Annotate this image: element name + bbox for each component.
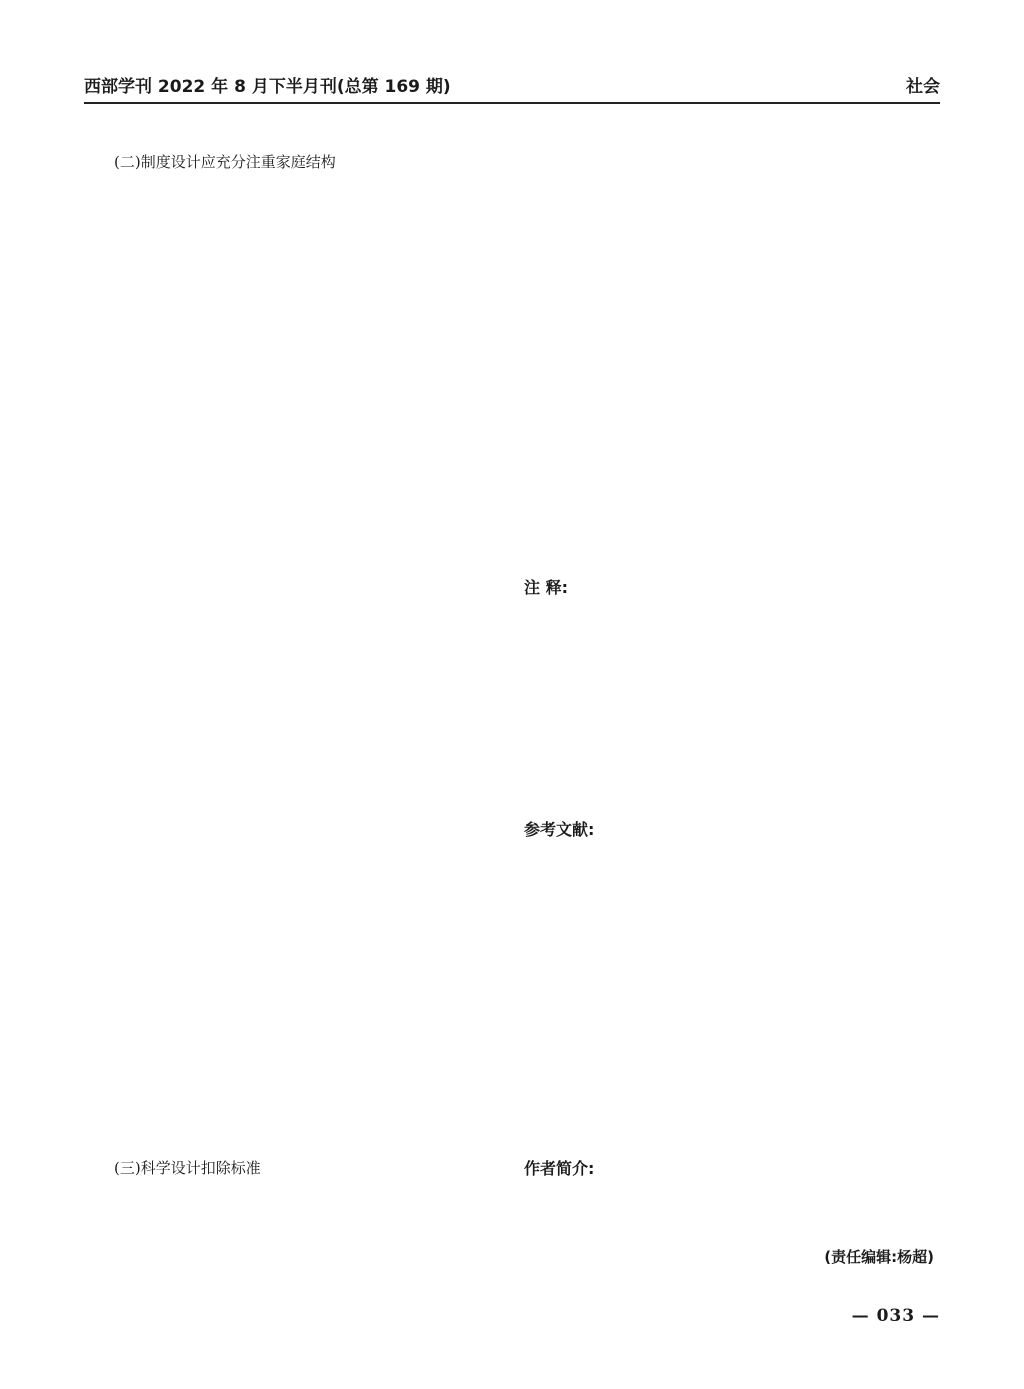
journal-title: 西部学刊 2022 年 8 月下半月刊(总第 169 期) (84, 77, 451, 97)
author-bio-label: 作者简介: (524, 1159, 595, 1178)
right-column (524, 116, 934, 1273)
notes-heading: 注 释: (524, 578, 568, 597)
responsible-editor: (责任编辑:杨超) (824, 1248, 934, 1266)
running-header (84, 68, 940, 104)
subheading-2: (二)制度设计应充分注重家庭结构 (114, 152, 336, 171)
section-label: 社会 (906, 77, 940, 97)
subheading-3: (三)科学设计扣除标准 (114, 1159, 261, 1177)
page-number: — 033 — (851, 1306, 940, 1326)
author-bio (524, 1155, 934, 1184)
references-heading: 参考文献: (524, 819, 595, 839)
left-column (84, 116, 494, 1184)
